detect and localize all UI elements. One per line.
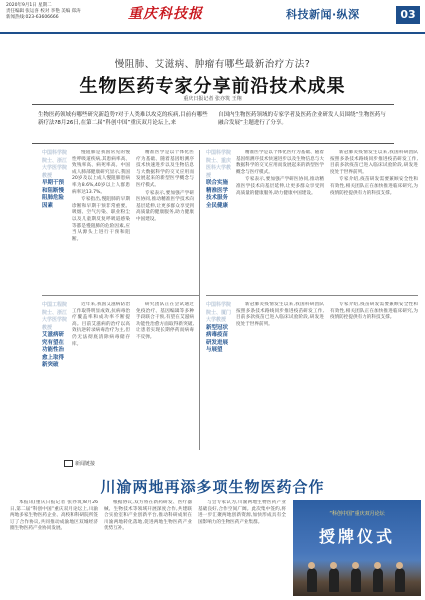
person-figure	[351, 568, 361, 592]
sidebar-heading-1	[42, 150, 68, 210]
lead-text-right: 自国内生物医药领域的专家学者及医药企业研发人员围绕“生物医药与融合发展”主题进行了分享。	[218, 112, 386, 126]
ceremony-photo	[293, 500, 421, 596]
paragraph: 慢阻肺是我国常见的慢性呼吸道疾病,其患病率高、致残率高、病死率高。中国成人肺部健康研究显示,我国20岁及以上成人慢阻肺患病率为8.6%,40岁以上人群患病率达13.7%。	[72, 150, 130, 195]
article-column-3	[236, 150, 324, 290]
section-divider	[42, 295, 199, 296]
person-head	[374, 562, 381, 569]
paragraph: 研究团队正在尝试通过免疫治疗、基因编辑等多种手段联合干预,有望在艾滋病功能性治愈方面取得新突破,让患者实现长期停药而病毒不反弹。	[136, 302, 194, 340]
paragraph: 新冠肺炎疫情发生以来,我国科研团队按照多条技术路线同步推进疫苗研发工作,目前多款疫苗已进入临床试验阶段,研发进度处于世界前列。	[236, 302, 324, 327]
sidebar-ghost-text: 中国科学院院士、重庆医科大学教授	[206, 150, 232, 179]
article-column-6	[136, 302, 194, 447]
article-column-1	[72, 150, 130, 290]
photo-banner-title: 授牌仪式	[318, 527, 395, 546]
sidebar-ghost-text: 中国科学院院士、浙江大学医学院教授	[42, 150, 68, 179]
sidebar-ghost-text: 中国工程院院士、浙江大学医学院教授	[42, 302, 68, 331]
paragraph: 本报讯(重庆日报记者 张亦筑)8月26日,第二届“科创中国”重庆双月论坛上,川渝两地多家生物医药企业、高校和科研院所签订了合作协议,共同推动成渝地区双城经济圈生物医药产业协同发展。	[10, 500, 98, 532]
person-head	[396, 562, 403, 569]
second-article-column-3	[198, 500, 286, 596]
article-column-7	[236, 302, 324, 447]
paragraph: 精准医学是以个体化医疗为基础、随着基因组测序技术快速进步以及生物信息与大数据科学的交叉应用而发展起来的新型医学概念与医疗模式。	[236, 150, 324, 175]
second-article-headline: 川渝两地再添多项生物医药合作	[100, 478, 325, 496]
news-link-label: 新闻链接	[64, 460, 95, 467]
section-divider	[206, 295, 418, 296]
person-figure	[373, 568, 383, 592]
article-column-8	[330, 302, 418, 447]
paragraph: 近年来,我国艾滋病防治工作取得明显成效,抗病毒治疗覆盖率和成功率不断提高。目前艾滋病的治疗以高效抗逆转录病毒治疗为主,但仍无法彻底清除病毒储存库。	[72, 302, 130, 347]
phone-line: 新闻热线:023-63606666	[6, 15, 59, 20]
article-column-2	[136, 150, 194, 290]
photo-banner-subtitle: “科创中国”重庆双月论坛	[329, 511, 385, 517]
sidebar-title: 艾滋病研究有望在功能性治愈上取得新突破	[42, 332, 65, 368]
article-column-4	[330, 150, 418, 290]
paragraph: 专家介绍,疫苗研发需要兼顾安全性和有效性,相关团队正在加快推进临床研究,为疫情防控提供有力的科技支撑。	[330, 177, 418, 196]
paragraph: 精准医学是以个体化医疗为基础、随着基因组测序技术快速进步以及生物信息与大数据科学的交叉应用而发展起来的新型医学概念与医疗模式。	[136, 150, 194, 188]
second-article-column-2	[104, 500, 192, 596]
sidebar-title: 联合实施精准医学技术服务全民健康	[206, 180, 229, 209]
article-column-5	[72, 302, 130, 447]
article-lead-box	[32, 104, 394, 144]
date-line: 2020年9月1日 星期二	[6, 3, 52, 8]
paragraph: 专家表示,要加强产学研医协同,推动精准医学技术向基层延伸,让更多群众享受到高质量的健康服务,助力健康中国建设。	[236, 177, 324, 196]
person-figure	[395, 568, 405, 592]
paragraph: 专家表示,要加强产学研医协同,推动精准医学技术向基层延伸,让更多群众享受到高质量的健康服务,助力健康中国建设。	[136, 190, 194, 222]
sidebar-heading-3	[206, 150, 232, 210]
article-headline: 生物医药专家分享前沿技术成果	[79, 76, 346, 97]
sidebar-ghost-text: 中国科学院院士、厦门大学教授	[206, 302, 232, 323]
second-article-body	[10, 500, 286, 596]
person-head	[330, 562, 337, 569]
newspaper-logo: 重庆科技报	[128, 6, 203, 22]
masthead	[0, 0, 425, 34]
person-figure	[329, 568, 339, 592]
section-title: 科技新闻·纵深	[286, 8, 360, 21]
lead-text-left: 生物医药领域有哪些研究新趋势?对于人类难以攻克的疾病,目前有哪些新疗法?8月26日,在第二届“科创中国”重庆双月论坛上,来	[38, 112, 208, 126]
photo-audience	[293, 560, 421, 596]
person-head	[352, 562, 359, 569]
column-divider	[199, 150, 200, 450]
person-figure	[307, 568, 317, 592]
page-number-badge: 03	[396, 6, 420, 24]
sidebar-heading-4	[206, 302, 232, 355]
second-article-column-1	[10, 500, 98, 596]
masthead-meta	[6, 3, 111, 21]
paragraph: 专家指出,慢阻肺的早期诊断和早期干预非常重要。吸烟、空气污染、职业粉尘以及儿童期反复呼吸道感染等都是慢阻肺的危险因素,应当从源头上进行干预和阻断。	[72, 197, 130, 242]
paragraph: 根据协议,双方将在新药研发、医疗器械、生物技术等领域开展深度合作,共建联合实验室和产业创新平台,推动科研成果在川渝两地转化落地,促进两地生物医药产业优势互补。	[104, 500, 192, 532]
sidebar-title: 早期干预和阻断慢阻肺危险因素	[42, 180, 65, 209]
article-byline: 重庆日报记者 张亦筑 王翔	[183, 96, 242, 102]
paragraph: 专家介绍,疫苗研发需要兼顾安全性和有效性,相关团队正在加快推进临床研究,为疫情防控提供有力的科技支撑。	[330, 302, 418, 321]
person-head	[308, 562, 315, 569]
news-link-strip	[0, 453, 425, 473]
article-body	[42, 150, 418, 470]
sidebar-title: 新型冠状病毒疫苗研发进展与展望	[206, 324, 229, 353]
editor-line: 责任编辑 张运喜 校对 李艳 美编 郑涛	[6, 9, 81, 14]
sidebar-heading-2	[42, 302, 68, 370]
paragraph: 新冠肺炎疫情发生以来,我国科研团队按照多条技术路线同步推进疫苗研发工作,目前多款疫苗已进入临床试验阶段,研发进度处于世界前列。	[330, 150, 418, 175]
paragraph: 与会专家认为,川渝两地生物医药产业基础良好,合作空间广阔。此次集中签约,将进一步汇聚两地创新资源,加快形成具有全国影响力的生物医药产业集群。	[198, 500, 286, 525]
article-subtitle: 慢阻肺、艾滋病、肿瘤有哪些最新治疗方法?	[114, 59, 311, 70]
